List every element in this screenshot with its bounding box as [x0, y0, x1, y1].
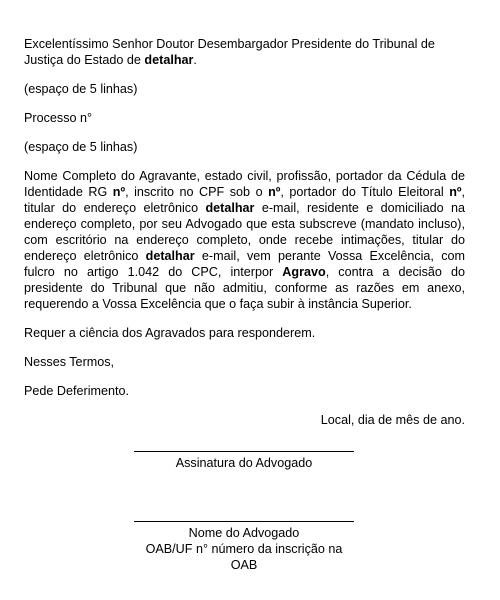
oab-registration: OAB/UF n° número da inscrição na OAB — [145, 542, 343, 572]
request-paragraph: Requer a ciência dos Agravados para responderem. — [24, 326, 316, 340]
body-bold: nº — [449, 185, 462, 199]
addressee-text: Excelentíssimo Senhor Doutor Desembargador Presidente do Tribunal de Justiça do Estado de — [24, 37, 435, 67]
name-line — [134, 521, 354, 522]
spacing-note-1: (espaço de 5 linhas) — [24, 82, 138, 96]
body-bold: detalhar — [205, 201, 255, 215]
process-number: Processo n° — [24, 111, 93, 125]
body-bold: Agravo — [282, 265, 326, 279]
lawyer-signature-block — [134, 451, 354, 471]
place-and-date: Local, dia de mês de ano. — [320, 413, 465, 427]
addressee-end: . — [193, 53, 197, 67]
petition-document — [24, 36, 465, 441]
body-part: , contra a decisão do presidente do Tribunal que não admitiu, conforme as razões em anexo, requerendo a Vossa Excelência que o faça subir à instância Superior. — [24, 265, 465, 311]
lawyer-name: Nome do Advogado — [188, 526, 300, 540]
petition-body — [24, 168, 465, 312]
body-part: , portador do Título Eleitoral — [280, 185, 450, 199]
body-part: , titular do endereço eletrônico — [24, 185, 465, 215]
lawyer-name-block — [134, 521, 354, 573]
body-part: Nome Completo do Agravante, estado civil, profissão, portador da Cédula de Identidade RG — [24, 169, 465, 199]
body-bold: nº — [268, 185, 281, 199]
spacing-note-2: (espaço de 5 linhas) — [24, 140, 138, 154]
body-bold: detalhar — [145, 249, 195, 263]
body-part: , inscrito no CPF sob o — [125, 185, 269, 199]
signature-line — [134, 451, 354, 452]
closing-request: Pede Deferimento. — [24, 384, 130, 398]
body-part: e-mail, residente e domiciliado na endereço completo, por seu Advogado que esta subscreve (mandato incluso), com escritório na endereço completo, onde recebe intimações, titular do endereço eletrônico — [24, 201, 465, 263]
addressee — [24, 36, 465, 68]
signature-label: Assinatura do Advogado — [175, 456, 313, 470]
body-bold: nº — [112, 185, 126, 199]
closing-terms: Nesses Termos, — [24, 355, 115, 369]
body-part: e-mail, vem perante Vossa Excelência, com fulcro no artigo 1.042 do CPC, interpor — [24, 249, 465, 279]
addressee-state: detalhar — [144, 53, 194, 67]
